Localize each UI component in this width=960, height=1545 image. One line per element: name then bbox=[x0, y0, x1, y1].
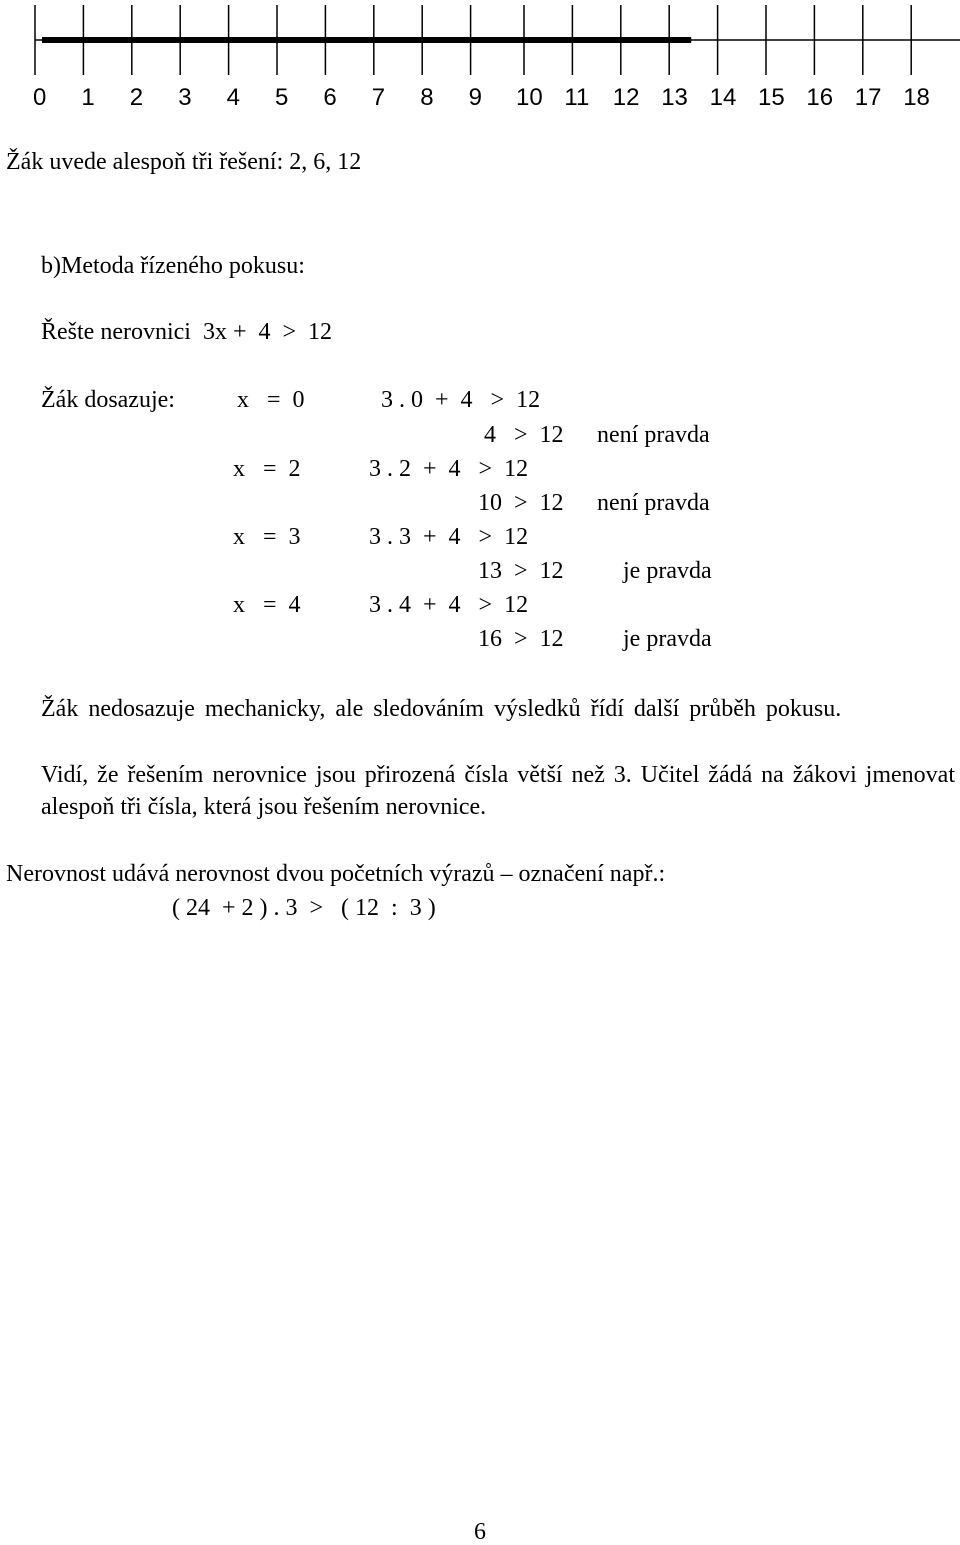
number-line-label: 11 bbox=[564, 84, 590, 111]
section-heading: b)Metoda řízeného pokusu: bbox=[41, 253, 305, 279]
number-line-label: 3 bbox=[178, 84, 192, 111]
trial-x: x = 0 bbox=[237, 387, 305, 413]
trial-verdict: je pravda bbox=[623, 558, 712, 584]
trial-x: x = 4 bbox=[233, 592, 301, 618]
number-line-label: 15 bbox=[758, 84, 785, 111]
number-line-label: 10 bbox=[516, 84, 543, 111]
number-line bbox=[0, 0, 960, 120]
trial-verdict: není pravda bbox=[597, 490, 710, 516]
trial-result: 10 > 12 bbox=[478, 490, 564, 516]
number-line-label: 9 bbox=[468, 84, 482, 111]
trial-x: x = 2 bbox=[233, 456, 301, 482]
number-line-label: 17 bbox=[854, 84, 882, 111]
trial-result: 16 > 12 bbox=[478, 626, 564, 652]
paragraph-observation: Žák nedosazuje mechanicky, ale sledováním výsledků řídí další průběh pokusu. bbox=[41, 696, 842, 722]
number-line-label: 2 bbox=[129, 84, 144, 111]
number-line-label: 13 bbox=[661, 84, 688, 111]
trial-result: 13 > 12 bbox=[478, 558, 564, 584]
number-line-label: 16 bbox=[806, 84, 834, 111]
definition-text: Nerovnost udává nerovnost dvou početních výrazů – označení např.: bbox=[6, 861, 666, 887]
task-text: Řešte nerovnici 3x + 4 > 12 bbox=[41, 319, 333, 345]
number-line-label: 7 bbox=[371, 84, 386, 111]
number-line-label: 4 bbox=[226, 84, 240, 111]
number-line-label: 8 bbox=[420, 84, 434, 111]
number-line-label: 6 bbox=[323, 84, 337, 111]
paragraph-conclusion: Vidí, že řešením nerovnice jsou přirozená čísla větší než 3. Učitel žádá na žákovi jmenovat alespoň tři čísla, která jsou řešením nerovnice. bbox=[41, 762, 955, 820]
number-line-label: 12 bbox=[612, 84, 640, 111]
trial-verdict: není pravda bbox=[597, 422, 710, 448]
number-line-label: 1 bbox=[81, 84, 95, 111]
page-number: 6 bbox=[474, 1519, 486, 1545]
number-line-label: 0 bbox=[33, 84, 47, 111]
number-line-label: 18 bbox=[903, 84, 930, 111]
number-line-label: 5 bbox=[275, 84, 289, 111]
trial-expr: 3 . 4 + 4 > 12 bbox=[369, 592, 529, 618]
definition-example: ( 24 + 2 ) . 3 > ( 12 : 3 ) bbox=[172, 895, 436, 921]
number-line-label: 14 bbox=[709, 84, 737, 111]
solutions-text: Žák uvede alespoň tři řešení: 2, 6, 12 bbox=[6, 149, 362, 175]
trial-result: 4 > 12 bbox=[484, 422, 564, 448]
trial-expr: 3 . 2 + 4 > 12 bbox=[369, 456, 529, 482]
trial-verdict: je pravda bbox=[623, 626, 712, 652]
trial-x: x = 3 bbox=[233, 524, 301, 550]
trial-expr: 3 . 0 + 4 > 12 bbox=[381, 387, 541, 413]
substitutes-label: Žák dosazuje: bbox=[41, 387, 175, 413]
trial-expr: 3 . 3 + 4 > 12 bbox=[369, 524, 529, 550]
